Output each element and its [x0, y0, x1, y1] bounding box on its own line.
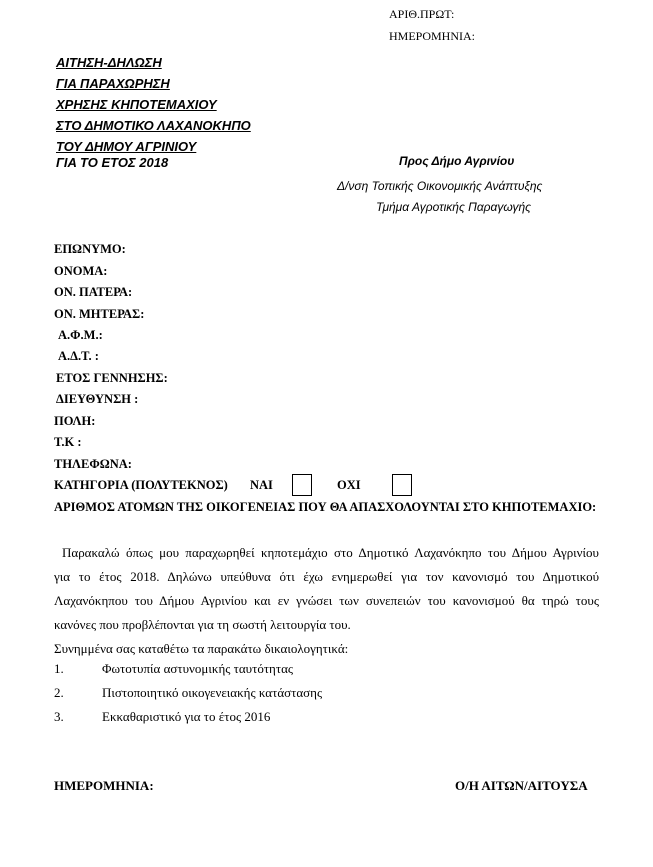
attachment-number: 2.	[54, 685, 64, 700]
attachment-text: Φωτοτυπία αστυνομικής ταυτότητας	[102, 661, 294, 676]
family-members-label: ΑΡΙΘΜΟΣ ΑΤΟΜΩΝ ΤΗΣ ΟΙΚΟΓΕΝΕΙΑΣ ΠΟΥ ΘΑ ΑΠΑΣΧΟΛΟΥΝΤΑΙ ΣΤΟ ΚΗΠΟΤΕΜΑΧΙΟ:	[54, 500, 597, 514]
header-date-label: ΗΜΕΡΟΜΗΝΙΑ:	[389, 29, 476, 43]
recipient-section: Τμήμα Αγροτικής Παραγωγής	[376, 200, 532, 214]
title-line-1: ΑΙΤΗΣΗ-ΔΗΛΩΣΗ	[56, 55, 162, 70]
attachments-intro: Συνημμένα σας καταθέτω τα παρακάτω δικαιολογητικά:	[54, 641, 349, 656]
declaration-line-2: για το έτος 2018. Δηλώνω υπεύθυνα ότι έχω ενημερωθεί για τον κανονισμό του Δημοτικού	[54, 569, 599, 584]
field-birth-year: ΕΤΟΣ ΓΕΝΝΗΣΗΣ:	[56, 371, 168, 385]
protocol-number-label: ΑΡΙΘ.ΠΡΩΤ:	[389, 7, 455, 21]
category-yes-label: ΝΑΙ	[250, 478, 273, 492]
title-line-6: ΓΙΑ ΤΟ ΕΤΟΣ 2018	[56, 155, 169, 170]
title-line-2: ΓΙΑ ΠΑΡΑΧΩΡΗΣΗ	[56, 76, 170, 91]
field-father-name: ΟΝ. ΠΑΤΕΡΑ:	[54, 285, 133, 299]
category-yes-checkbox[interactable]	[292, 474, 312, 496]
field-tax-id: Α.Φ.Μ.:	[58, 328, 103, 342]
field-phones: ΤΗΛΕΦΩΝΑ:	[54, 457, 132, 471]
declaration-line-4: κανόνες που προβλέπονται για τη σωστή λειτουργία του.	[54, 617, 351, 632]
field-mother-name: ΟΝ. ΜΗΤΕΡΑΣ:	[54, 307, 145, 321]
recipient-to: Προς Δήμο Αγρινίου	[399, 154, 515, 168]
field-postal-code: Τ.Κ :	[54, 435, 82, 449]
field-surname: ΕΠΩΝΥΜΟ:	[54, 242, 126, 256]
signature-label: Ο/Η ΑΙΤΩΝ/ΑΙΤΟΥΣΑ	[455, 778, 588, 793]
declaration-paragraph	[54, 541, 599, 637]
category-label: ΚΑΤΗΓΟΡΙΑ (ΠΟΛΥΤΕΚΝΟΣ)	[54, 478, 228, 492]
title-line-5: ΤΟΥ ΔΗΜΟΥ ΑΓΡΙΝΙΟΥ	[56, 139, 197, 154]
attachment-text: Πιστοποιητικό οικογενειακής κατάστασης	[102, 685, 323, 700]
field-address: ΔΙΕΥΘΥΝΣΗ :	[56, 392, 139, 406]
field-id-card: Α.Δ.Τ. :	[58, 349, 99, 363]
attachment-number: 3.	[54, 709, 64, 724]
field-name: ΟΝΟΜΑ:	[54, 264, 108, 278]
category-no-checkbox[interactable]	[392, 474, 412, 496]
footer-date-label: ΗΜΕΡΟΜΗΝΙΑ:	[54, 778, 154, 793]
category-no-label: ΟΧΙ	[337, 478, 361, 492]
declaration-line-1: Παρακαλώ όπως μου παραχωρηθεί κηποτεμάχιο στο Δημοτικό Λαχανόκηπο του Δήμου Αγρινίου	[62, 545, 599, 560]
attachment-text: Εκκαθαριστικό για το έτος 2016	[102, 709, 271, 724]
title-line-4: ΣΤΟ ΔΗΜΟΤΙΚΟ ΛΑΧΑΝΟΚΗΠΟ	[56, 118, 251, 133]
declaration-line-3: Λαχανόκηπου του Δήμου Αγρινίου και εν γνώσει των συνεπειών του κανονισμού θα τηρώ τους	[54, 593, 599, 608]
attachment-number: 1.	[54, 661, 64, 676]
field-city: ΠΟΛΗ:	[54, 414, 96, 428]
title-line-3: ΧΡΗΣΗΣ ΚΗΠΟΤΕΜΑΧΙΟΥ	[56, 97, 217, 112]
recipient-department: Δ/νση Τοπικής Οικονομικής Ανάπτυξης	[337, 179, 543, 193]
